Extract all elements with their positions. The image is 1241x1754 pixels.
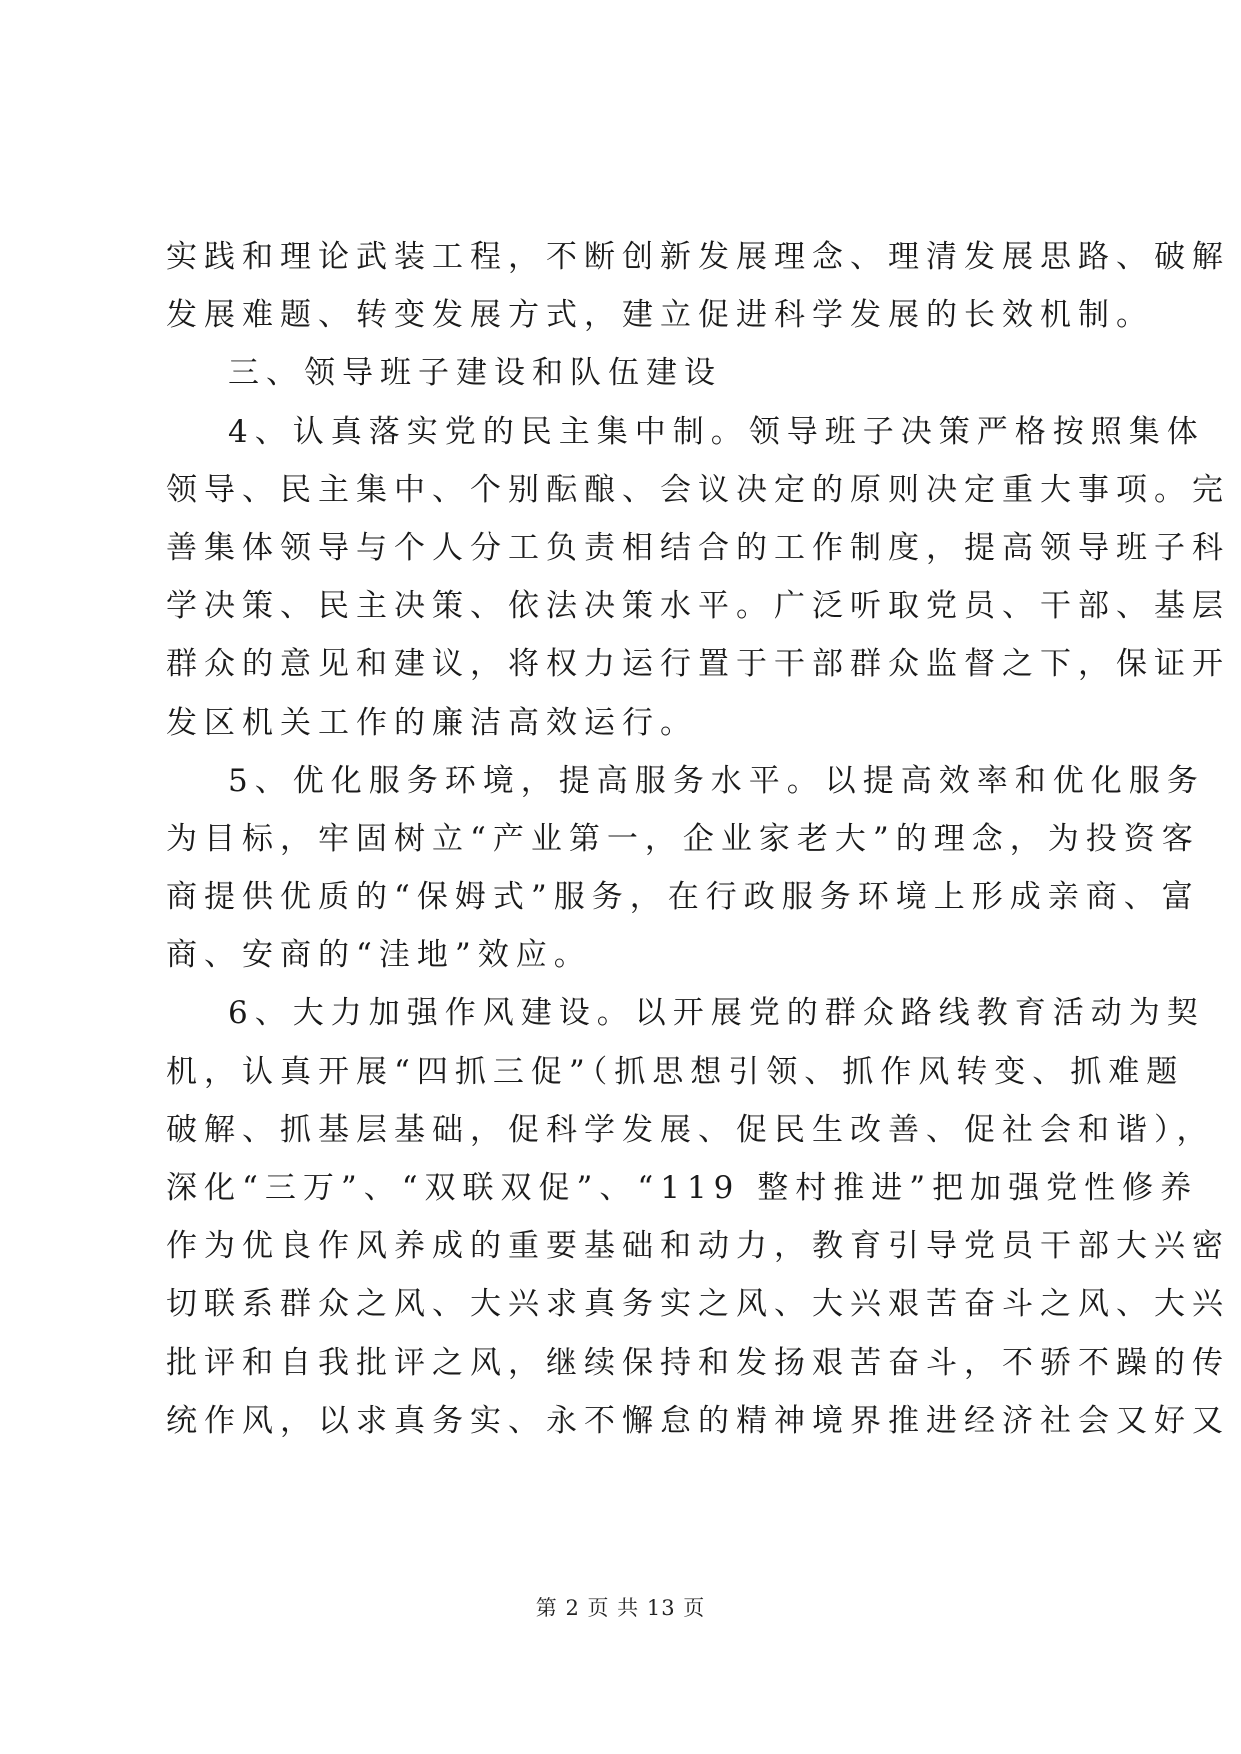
text-line: 为目标，牢固树立“产业第一，企业家老大”的理念，为投资客 [166,820,1200,857]
text-line: 商、安商的“洼地”效应。 [166,937,592,974]
text-line: 实践和理论武装工程，不断创新发展理念、理清发展思路、破解 [166,239,1230,275]
text-line: 学决策、民主决策、依法决策水平。广泛听取党员、干部、基层 [166,588,1230,625]
text-line: 领导、民主集中、个别酝酿、会议决定的原则决定重大事项。完 [166,471,1230,508]
text-line: 机，认真开展“四抓三促”（抓思想引领、抓作风转变、抓难题 [166,1053,1185,1090]
page-footer: 第 2 页 共 13 页 [535,1596,706,1620]
text-line: 批评和自我批评之风，继续保持和发扬艰苦奋斗，不骄不躁的传 [166,1344,1230,1381]
text-line: 切联系群众之风、大兴求真务实之风、大兴艰苦奋斗之风、大兴 [166,1286,1230,1323]
text-line: 善集体领导与个人分工负责相结合的工作制度，提高领导班子科 [166,529,1230,566]
text-line: 发区机关工作的廉洁高效运行。 [166,704,698,741]
text-line: 4、认真落实党的民主集中制。领导班子决策严格按照集体 [228,413,1205,450]
text-line: 三、领导班子建设和队伍建设 [228,355,722,392]
text-line: 深化“三万”、“双联双促”、“119 整村推进”把加强党性修养 [166,1170,1199,1206]
text-line: 作为优良作风养成的重要基础和动力，教育引导党员干部大兴密 [166,1228,1230,1265]
text-line: 发展难题、转变发展方式，建立促进科学发展的长效机制。 [166,297,1154,334]
text-line: 统作风，以求真务实、永不懈怠的精神境界推进经济社会又好又 [166,1402,1230,1439]
text-line: 破解、抓基层基础，促科学发展、促民生改善、促社会和谐）， [166,1111,1215,1148]
text-line: 群众的意见和建议，将权力运行置于干部群众监督之下，保证开 [166,646,1230,683]
text-line: 商提供优质的“保姆式”服务，在行政服务环境上形成亲商、富 [166,879,1200,916]
text-line: 6、大力加强作风建设。以开展党的群众路线教育活动为契 [228,995,1205,1032]
document-body [166,228,1230,1450]
text-line: 5、优化服务环境，提高服务水平。以提高效率和优化服务 [228,762,1205,799]
